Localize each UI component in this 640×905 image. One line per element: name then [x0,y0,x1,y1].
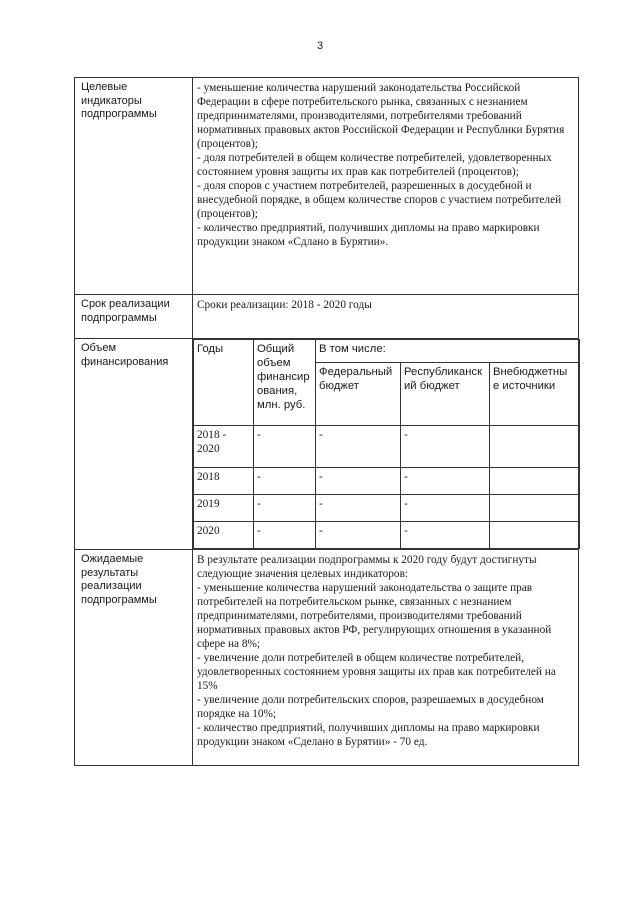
total-cell: - [254,468,316,495]
offbudget-cell [490,522,580,549]
year-cell: 2019 [194,495,254,522]
republic-header: Республиканск ий бюджет [401,363,490,426]
offbudget-cell [490,426,580,468]
year-cell: 2018 [194,468,254,495]
result-line: - увеличение доли потребителей в общем количестве потребителей, удовлетворенных состоянием уровня защиты их прав как потребителей на 15% [197,652,556,692]
total-cell: - [254,522,316,549]
target-indicators-label: Целевые индикаторы подпрограммы [75,78,193,295]
result-line: - уменьшение количества нарушений законодательства о защите прав потребителей на потребительском рынке, связанных с незнанием предпринимателями, потребителями, производителями требований нормативных правовых актов РФ, регулирующих отношения в указанной сфере на 8%; [197,582,552,650]
including-header: В том числе: [316,340,580,363]
passport-table [74,77,579,766]
result-line: В результате реализации подпрограммы к 2020 году будут достигнуты следующие значения целевых индикаторов: [197,554,537,580]
financing-cell [193,339,579,550]
target-line: - количество предприятий, получивших дипломы на право маркировки продукции знаком «Сдлано в Бурятии». [197,222,540,248]
financing-label: Объем финансирования [75,339,193,550]
expected-results-label: Ожидаемые результаты реализации подпрограммы [75,550,193,766]
row-period [75,295,579,339]
table-row [194,468,580,495]
republic-cell: - [401,468,490,495]
total-header: Общий объем финансир ования, млн. руб. [254,340,316,426]
total-cell: - [254,426,316,468]
target-indicators-content [193,78,579,295]
federal-cell: - [316,495,401,522]
row-financing [75,339,579,550]
expected-results-content [193,550,579,766]
table-row [194,426,580,468]
federal-header: Федеральный бюджет [316,363,401,426]
years-header: Годы [194,340,254,426]
row-target-indicators [75,78,579,295]
table-row [194,522,580,549]
total-cell: - [254,495,316,522]
row-expected-results [75,550,579,766]
offbudget-cell [490,495,580,522]
republic-cell: - [401,426,490,468]
offbudget-cell [490,468,580,495]
result-line: - количество предприятий, получивших дипломы на право маркировки продукции знаком «Сделано в Бурятии» - 70 ед. [197,722,540,748]
republic-cell: - [401,522,490,549]
period-label: Срок реализации подпрограммы [75,295,193,339]
year-cell: 2020 [194,522,254,549]
federal-cell: - [316,468,401,495]
target-line: - доля потребителей в общем количестве потребителей, удовлетворенных состоянием уровня защиты их прав как потребителей (процентов); [197,152,552,178]
federal-cell: - [316,426,401,468]
target-line: - уменьшение количества нарушений законодательства Российской Федерации в сфере потребительского рынка, связанных с незнанием предпринимателями, производителями, потребителями требований нормативных правовых актов Российской Федерации и Республики Бурятия (процентов); [197,82,565,150]
period-text: Сроки реализации: 2018 - 2020 годы [193,295,579,339]
financing-table [193,339,580,549]
page-number: 3 [316,40,324,52]
year-cell: 2018 - 2020 [194,426,254,468]
target-line: - доля споров с участием потребителей, разрешенных в досудебной и внесудебной порядке, в общем количестве споров с участием потребителей (процентов); [197,180,562,220]
federal-cell: - [316,522,401,549]
republic-cell: - [401,495,490,522]
result-line: - увеличение доли потребительских споров, разрешаемых в досудебном порядке на 10%; [197,694,544,720]
offbudget-header: Внебюджетны е источники [490,363,580,426]
table-row [194,495,580,522]
